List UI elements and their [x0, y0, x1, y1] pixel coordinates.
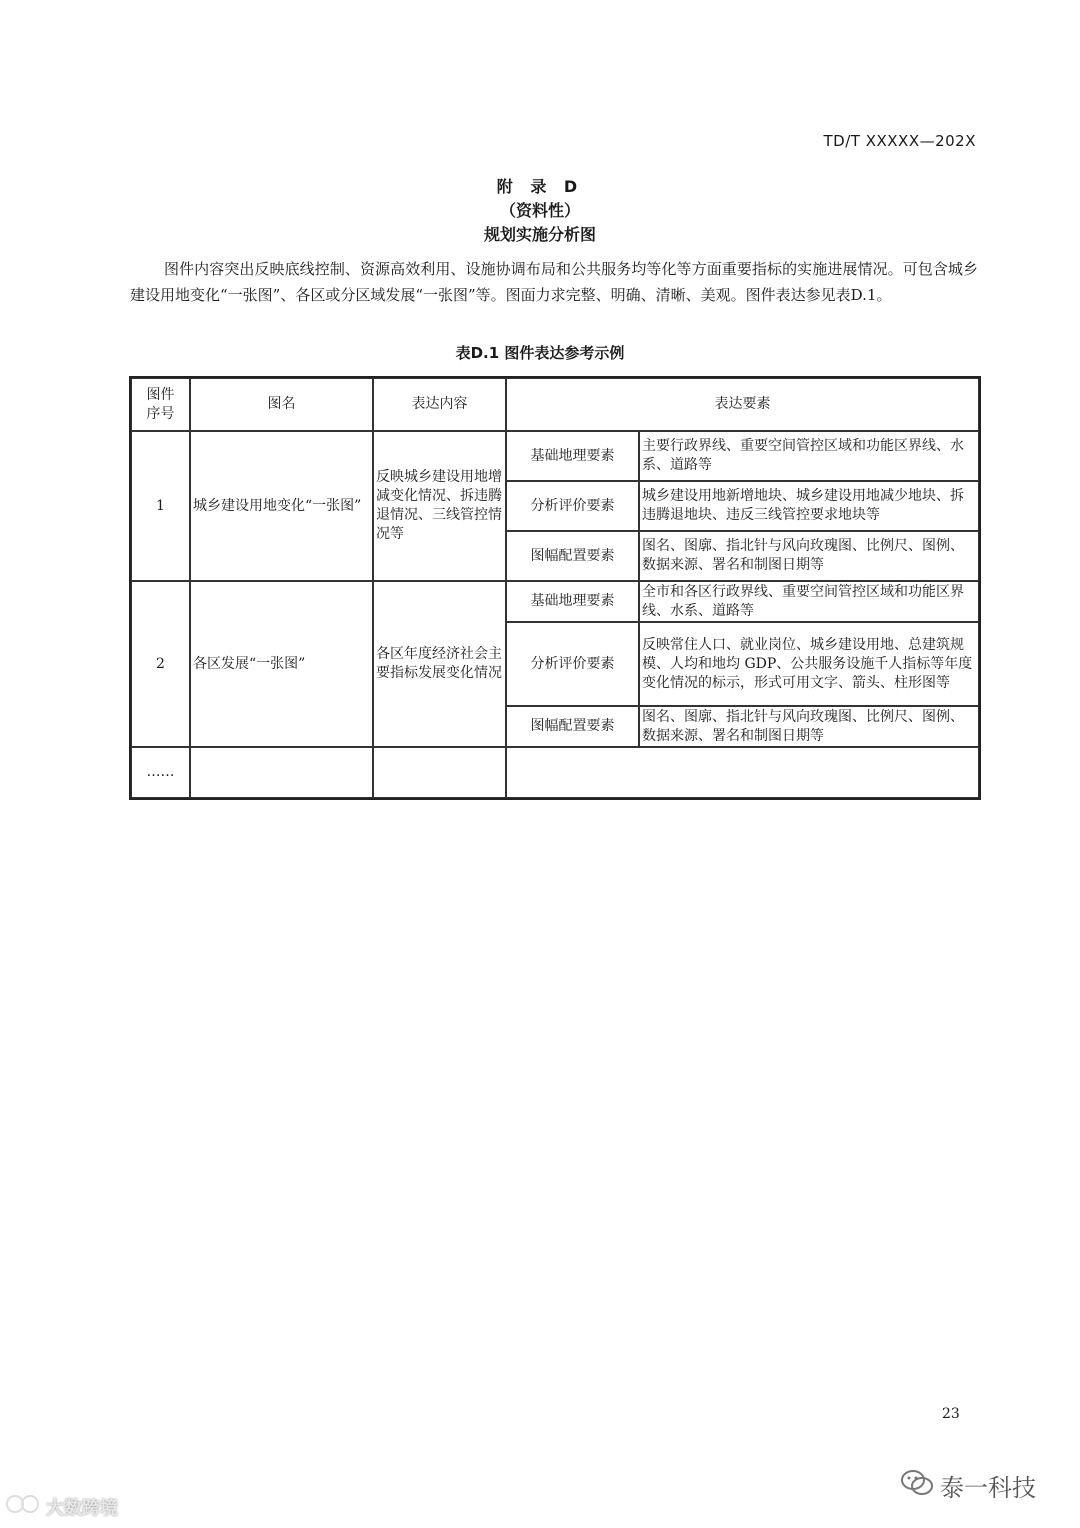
- wechat-icon: [900, 1469, 934, 1503]
- table-row-ellipsis: [131, 747, 979, 798]
- element-desc: 城乡建设用地新增地块、城乡建设用地减少地块、拆违腾退地块、违反三线管控要求地块等: [639, 481, 979, 531]
- table-row: [131, 581, 979, 622]
- row-seq: 1: [131, 431, 190, 581]
- element-desc: 反映常住人口、就业岗位、城乡建设用地、总建筑规模、人均和地均 GDP、公共服务设施千人指标等年度变化情况的标示，形式可用文字、箭头、柱形图等: [639, 622, 979, 706]
- empty-cell: [373, 747, 506, 798]
- element-desc: 全市和各区行政界线、重要空间管控区域和功能区界线、水系、道路等: [639, 581, 979, 622]
- row-name: 城乡建设用地变化“一张图”: [190, 431, 373, 581]
- watermark-left-text: 大数跨境: [46, 1497, 118, 1519]
- table-caption: 表D.1 图件表达参考示例: [455, 344, 625, 362]
- appendix-name: 规划实施分析图: [483, 225, 596, 244]
- row-content: 反映城乡建设用地增减变化情况、拆违腾退情况、三线管控情况等: [373, 431, 506, 581]
- table-header-row: [131, 378, 979, 431]
- row-seq: 2: [131, 581, 190, 747]
- element-desc: 图名、图廓、指北针与风向玫瑰图、比例尺、图例、数据来源、署名和制图日期等: [639, 531, 979, 581]
- header-name: 图名: [190, 378, 373, 431]
- element-desc: 图名、图廓、指北针与风向玫瑰图、比例尺、图例、数据来源、署名和制图日期等: [639, 706, 979, 747]
- element-type: 分析评价要素: [506, 481, 639, 531]
- row-content: 各区年度经济社会主要指标发展变化情况: [373, 581, 506, 747]
- header-elements: 表达要素: [506, 378, 979, 431]
- element-type: 图幅配置要素: [506, 706, 639, 747]
- empty-cell: [190, 747, 373, 798]
- row-name: 各区发展“一张图”: [190, 581, 373, 747]
- appendix-nature: （资料性）: [499, 201, 580, 220]
- document-code: TD/T XXXXX—202X: [823, 132, 976, 150]
- header-seq: 图件 序号: [131, 378, 190, 431]
- watermark-left: [6, 1493, 118, 1520]
- figure-expression-table: [129, 376, 981, 800]
- element-desc: 主要行政界线、重要空间管控区域和功能区界线、水系、道路等: [639, 431, 979, 481]
- watermark-right-text: 泰一科技: [940, 1474, 1036, 1502]
- ellipsis-cell: ……: [131, 747, 190, 798]
- table-row: [131, 431, 979, 481]
- element-type: 基础地理要素: [506, 431, 639, 481]
- element-type: 图幅配置要素: [506, 531, 639, 581]
- watermark-right: [900, 1468, 1036, 1503]
- table-container: [129, 376, 977, 800]
- appendix-title: 附 录 D: [496, 177, 584, 196]
- empty-cell: [506, 747, 979, 798]
- element-type: 分析评价要素: [506, 622, 639, 706]
- brand-logo-icon: [6, 1493, 42, 1520]
- intro-paragraph: 图件内容突出反映底线控制、资源高效利用、设施协调布局和公共服务均等化等方面重要指标的实施进展情况。可包含城乡建设用地变化“一张图”、各区或分区域发展“一张图”等。图面力求完整、明确、清晰、美观。图件表达参见表D.1。: [130, 260, 978, 304]
- header-content: 表达内容: [373, 378, 506, 431]
- page-number: 23: [942, 1406, 960, 1422]
- element-type: 基础地理要素: [506, 581, 639, 622]
